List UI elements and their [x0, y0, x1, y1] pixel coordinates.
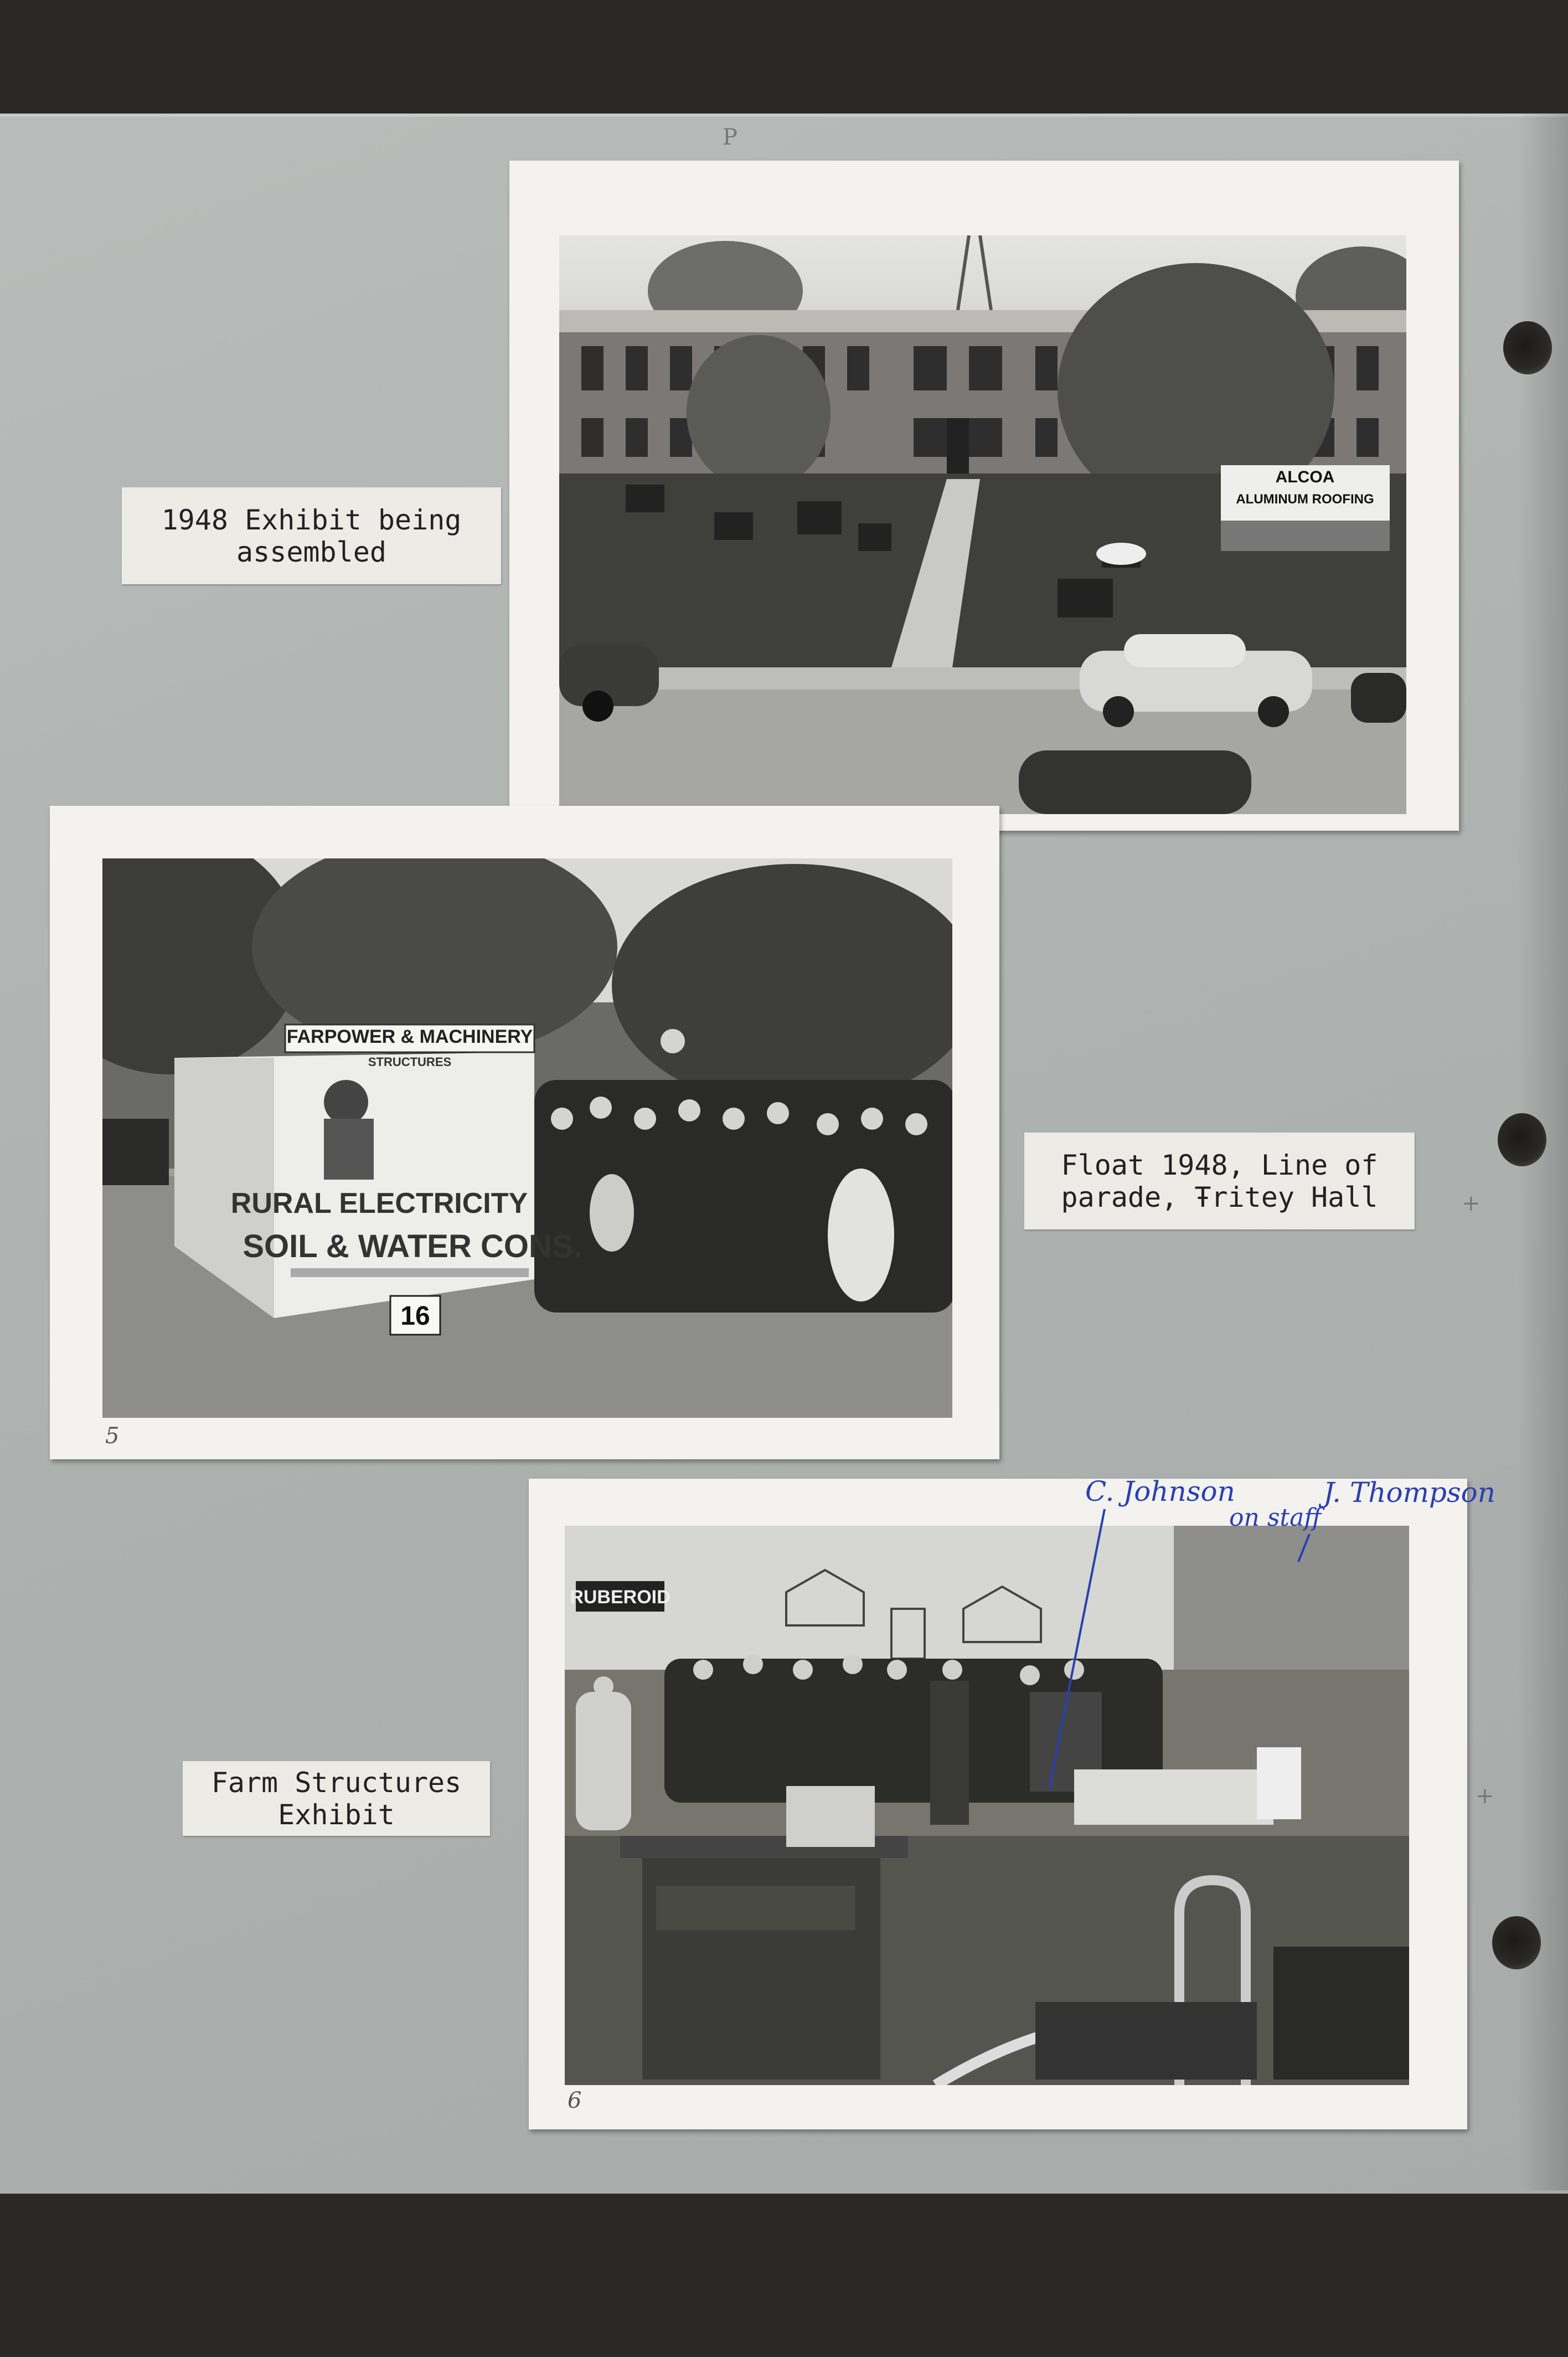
photo-farm-structures-exhibit [565, 1526, 1409, 2085]
photo-print-3 [529, 1475, 1495, 2129]
ruberoid-sign: RUBEROID [570, 1587, 670, 1608]
caption-farm-structures [183, 1761, 490, 1836]
pencil-mark-side-1: + [1462, 1191, 1481, 1216]
photo-building-exhibit [559, 235, 1406, 814]
alcoa-sign-line-2: ALUMINUM ROOFING [1236, 492, 1374, 507]
caption-float-parade [1024, 1133, 1415, 1229]
pencil-mark-top: P [723, 125, 737, 150]
caption-text: Float 1948, Line of parade, Ŧritey Hall [1061, 1149, 1378, 1213]
caption-exhibit-assembled [122, 487, 501, 584]
pen-annotation-on-staff: on staff [1229, 1504, 1322, 1532]
photo-number-5: 5 [105, 1423, 120, 1449]
binder-hole-bottom [1492, 1916, 1541, 1969]
float-sign-line-1: RURAL ELECTRICITY [230, 1187, 528, 1219]
photo-number-6: 6 [568, 2088, 582, 2113]
caption-text: Farm Structures Exhibit [211, 1766, 462, 1831]
binder-hole-middle [1498, 1113, 1546, 1166]
float-sign-line-2: SOIL & WATER CONS. [243, 1228, 582, 1264]
caption-text: 1948 Exhibit being assembled [161, 503, 462, 568]
alcoa-sign-line-1: ALCOA [1275, 468, 1335, 486]
photo-print-2 [50, 806, 999, 1459]
binder-hole-top [1503, 321, 1552, 374]
pen-annotation-tick [1293, 1531, 1315, 1565]
float-banner-top: FARPOWER & MACHINERY [286, 1026, 533, 1047]
float-number: 16 [400, 1301, 430, 1331]
pencil-mark-side-2: + [1476, 1783, 1494, 1809]
pen-annotation-line [1044, 1506, 1110, 1794]
pen-annotation-thompson: J. Thompson [1323, 1476, 1495, 1509]
photo-parade-float [102, 858, 952, 1418]
float-banner-sub: STRUCTURES [368, 1055, 452, 1069]
photo-print-1 [509, 161, 1459, 831]
pen-annotation-johnson: C. Johnson [1085, 1475, 1235, 1507]
